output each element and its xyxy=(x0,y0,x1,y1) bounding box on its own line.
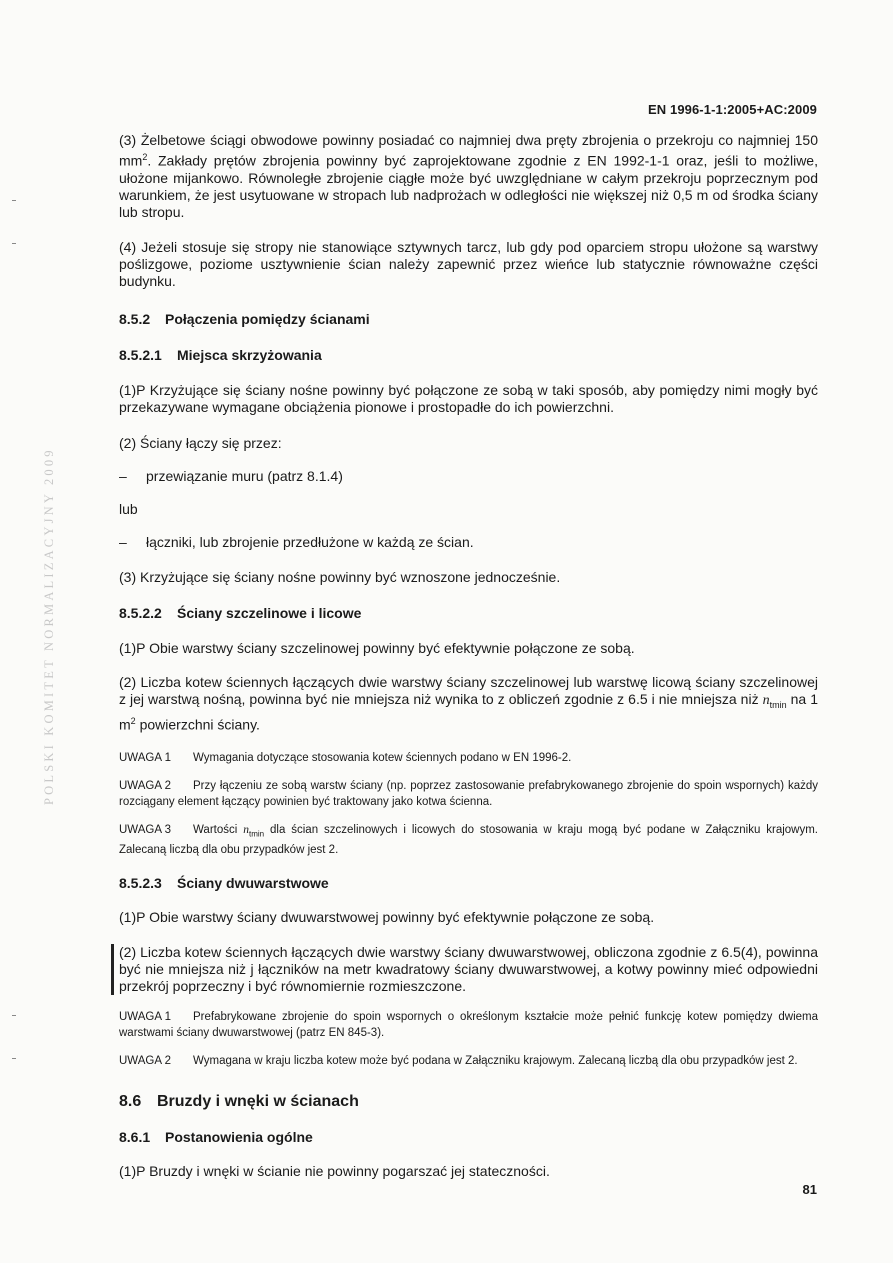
paragraph-8-5-2-1-2: (2) Ściany łączy się przez: xyxy=(119,434,282,451)
margin-mark xyxy=(12,1058,16,1059)
change-bar xyxy=(111,944,114,995)
paragraph-8-6-1-1: (1)P Bruzdy i wnęki w ścianie nie powinny pogarszać jej stateczności. xyxy=(119,1163,550,1180)
section-heading-8-5-2-2: 8.5.2.2 Ściany szczelinowe i licowe xyxy=(119,604,362,621)
note-4: UWAGA 1 Prefabrykowane zbrojenie do spoin wspornych o określonym kształcie może pełnić funkcję kotew pomiędzy dwiema warstwami ściany dwuwarstwowej (patrz EN 845-3). xyxy=(119,1011,818,1040)
note-1: UWAGA 1 Wymagania dotyczące stosowania kotew ściennych podano w EN 1996-2. xyxy=(119,752,572,765)
paragraph-8-5-2-2-2: (2) Liczba kotew ściennych łączących dwie warstwy ściany szczelinowej lub warstwę licową ściany szczelinowej z jej warstwą nośną, powinna być nie mniejsza niż wynika to z obliczeń zgodnie z 6.5 i nie mniejsza niż $n_{tmin}$ na 1 $m^2$ powierzchni ściany. xyxy=(119,673,818,734)
paragraph-3: (3) Żelbetowe ściągi obwodowe powinny posiadać co najmniej dwa pręty zbrojenia o przekroju co najmniej 150 $mm^2$. Zakłady prętów zbrojenia powinny być zaprojektowane zgodnie z EN 1992-1-1 oraz, jeśli to możliwe, ułożone mijankowo. Równoległe zbrojenie ciągłe może być uwzględniane w całym przekroju poprzecznym pod warunkiem, że jest usytuowane w stropach lub nadprożach w odległości nie większej niż 0,5 m od środka ściany lub stropu. xyxy=(119,132,818,220)
section-heading-8-5-2-3: 8.5.2.3 Ściany dwuwarstwowe xyxy=(119,875,329,892)
revised-block xyxy=(119,944,818,995)
watermark xyxy=(28,447,56,805)
section-heading-8-5-2-1: 8.5.2.1 Miejsca skrzyżowania xyxy=(119,346,322,363)
paragraph-8-5-2-3-1: (1)P Obie warstwy ściany dwuwarstwowej powinny być efektywnie połączone ze sobą. xyxy=(119,909,655,926)
margin-mark xyxy=(12,200,16,201)
list-item: – łączniki, lub zbrojenie przedłużone w każdą ze ścian. xyxy=(119,533,474,550)
note-2: UWAGA 2 Przy łączeniu ze sobą warstw ściany (np. poprzez zastosowanie prefabrykowanego zbrojenie do spoin wspornych) każdy rozciągany element łączący powinien być traktowany jako kotwa ścienna. xyxy=(119,780,818,809)
list-connector: lub xyxy=(119,500,138,517)
watermark-text: POLSKI KOMITET NORMALIZACYJNY 2009 xyxy=(42,447,56,805)
standard-header: EN 1996-1-1:2005+AC:2009 xyxy=(648,102,817,117)
margin-mark xyxy=(12,243,16,244)
page-number: 81 xyxy=(802,1182,817,1197)
note-5: UWAGA 2 Wymagana w kraju liczba kotew może być podana w Załączniku krajowym. Zalecaną liczbą dla obu przypadków jest 2. xyxy=(119,1055,798,1068)
paragraph-8-5-2-1-1: (1)P Krzyżujące się ściany nośne powinny być połączone ze sobą w taki sposób, aby pomiędzy nimi mogły być przekazywane wymagane obciążenia pionowe i prostopadłe do ich powierzchni. xyxy=(119,381,818,415)
paragraph-8-5-2-3-2: (2) Liczba kotew ściennych łączących dwie warstwy ściany dwuwarstwowej, obliczona zgodnie z 6.5(4), powinna być nie mniejsza niż j łączników na metr kwadratowy ściany dwuwarstwowej, a kotwy powinny mieć odpowiedni przekrój poprzeczny i być równomiernie rozmieszczone. xyxy=(119,944,818,995)
paragraph-8-5-2-1-3: (3) Krzyżujące się ściany nośne powinny być wznoszone jednocześnie. xyxy=(119,568,561,585)
margin-mark xyxy=(12,1015,16,1016)
note-3: UWAGA 3 Wartości $n_{tmin}$ dla ścian szczelinowych i licowych do stosowania w kraju mogą być podane w Załączniku krajowym. Zalecaną liczbą dla obu przypadków jest 2. xyxy=(119,824,819,857)
section-heading-8-6-1: 8.6.1 Postanowienia ogólne xyxy=(119,1129,313,1146)
list-item: – przewiązanie muru (patrz 8.1.4) xyxy=(119,467,343,484)
section-heading-8-5-2: 8.5.2 Połączenia pomiędzy ścianami xyxy=(119,310,370,327)
page-content xyxy=(119,132,818,1180)
paragraph-8-5-2-2-1: (1)P Obie warstwy ściany szczelinowej powinny być efektywnie połączone ze sobą. xyxy=(119,639,635,656)
section-heading-8-6: 8.6 Bruzdy i wnęki w ścianach xyxy=(119,1093,359,1111)
paragraph-4: (4) Jeżeli stosuje się stropy nie stanowiące sztywnych tarcz, lub gdy pod oparciem stropu ułożone są warstwy poślizgowe, poziome usztywnienie ścian należy zapewnić przez wieńce lub statycznie równoważne części budynku. xyxy=(119,238,818,289)
